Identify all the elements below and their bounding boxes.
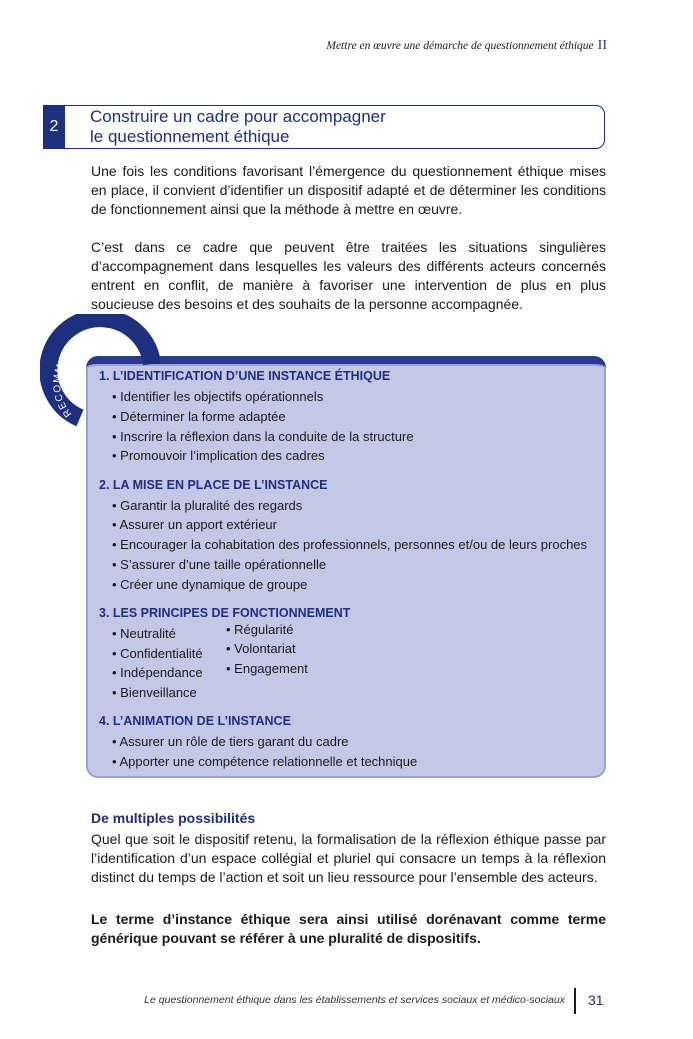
footer-text: Le questionnement éthique dans les établissements et services sociaux et médico-sociaux [144,994,565,1006]
section-title-line2: le questionnement éthique [90,127,290,146]
rec-item: • Confidentialité [112,646,203,661]
running-head [326,38,607,54]
section-title [90,107,386,147]
rec-item: • Promouvoir l’implication des cadres [112,448,325,463]
rec-item: • Déterminer la forme adaptée [112,409,286,424]
section-title-line1: Construire un cadre pour accompagner [90,107,386,126]
subsection-title: De multiples possibilités [91,810,256,826]
section-number: 2 [43,105,65,149]
rec-item: • S’assurer d’une taille opérationnelle [112,557,326,572]
rec-item: • Encourager la cohabitation des professionnels, personnes et/ou de leurs proches [112,537,587,552]
subsection-paragraph: Quel que soit le dispositif retenu, la formalisation de la réflexion éthique passe par l’identification d’un espace collégial et pluriel qui consacre un temps à la réflexion distinct du temps de l’action et soit un lieu ressource pour l’ensemble des acteurs. [91,831,606,885]
rec-item: • Assurer un rôle de tiers garant du cadre [112,734,349,749]
part-number: II [597,38,607,53]
rec-item: • Volontariat [226,641,296,656]
rec-item: • Régularité [226,622,293,637]
footer-divider [574,988,576,1014]
running-head-title: Mettre en œuvre une démarche de questionnement éthique [326,40,594,52]
rec-item: • Inscrire la réflexion dans la conduite de la structure [112,429,414,444]
rec-item: • Indépendance [112,665,203,680]
rec-group-1-title: 1. L’IDENTIFICATION D’UNE INSTANCE ÉTHIQUE [99,369,391,383]
rec-item: • Garantir la pluralité des regards [112,498,302,513]
rec-group-2-title: 2. LA MISE EN PLACE DE L’INSTANCE [99,478,328,492]
intro-paragraph-1: Une fois les conditions favorisant l’émergence du questionnement éthique mises en place, il convient d’identifier un dispositif adapté et de déterminer les conditions de fonctionnement ainsi que la méthode à mettre en œuvre. [91,163,606,217]
rec-item: • Assurer un apport extérieur [112,517,277,532]
rec-item: • Créer une dynamique de groupe [112,577,307,592]
recommendations-badge-label: RECOMMANDATIONS [51,328,123,420]
subsection-emphasis: Le terme d’instance éthique sera ainsi utilisé dorénavant comme terme générique pouvant se référer à une pluralité de dispositifs. [91,911,606,946]
rec-group-3-title: 3. LES PRINCIPES DE FONCTIONNEMENT [99,606,351,620]
section-header [43,105,605,149]
rec-item: • Bienveillance [112,685,197,700]
rec-item: • Apporter une compétence relationnelle et technique [112,754,417,769]
intro-paragraph-2: C’est dans ce cadre que peuvent être traitées les situations singulières d’accompagnement dans lesquelles les valeurs des différents acteurs concernés entrent en conflit, de manière à favoriser une intervention de plus en plus soucieuse des besoins et des souhaits de la personne accompagnée. [91,239,606,312]
rec-group-4-title: 4. L’ANIMATION DE L’INSTANCE [99,714,291,728]
rec-item: • Neutralité [112,626,176,641]
rec-item: • Engagement [226,661,308,676]
rec-item: • Identifier les objectifs opérationnels [112,389,323,404]
page-number: 31 [588,992,604,1008]
